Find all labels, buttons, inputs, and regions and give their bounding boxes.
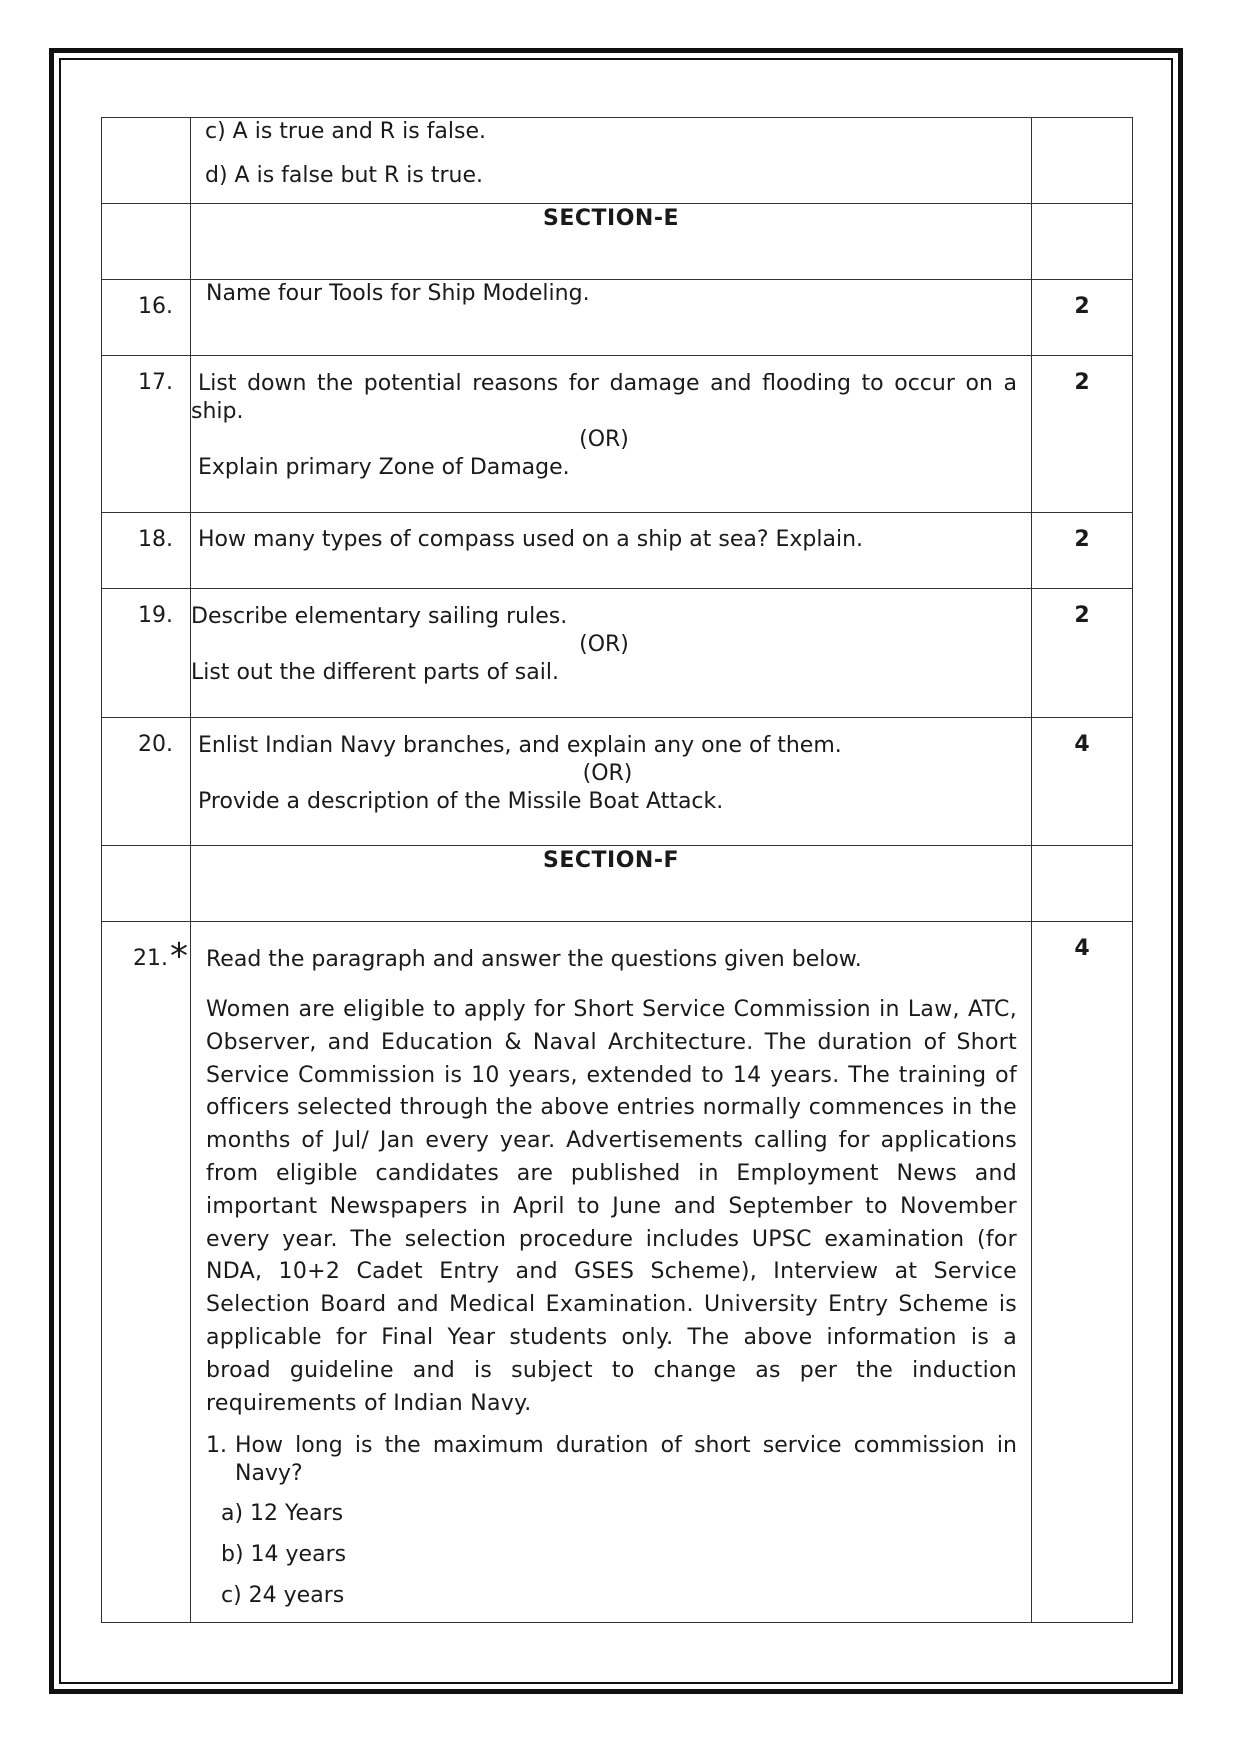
or-label: (OR) xyxy=(582,761,633,786)
table-row-q16 xyxy=(102,280,1133,356)
passage-paragraph: Women are eligible to apply for Short Service Commission in Law, ATC, Observer, and Education & Naval Architecture. The duration of Short Service Commission is 10 years, extended to 14 years. The training of officers selected through the above entries normally commences in the months of Jul/ Jan every year. Advertisements calling for applications from eligible candidates are published in Employment News and important Newspapers in April to June and September to November every year. The selection procedure includes UPSC examination (for NDA, 10+2 Cadet Entry and GSES Scheme), Interview at Service Selection Board and Medical Examination. University Entry Scheme is applicable for Final Year students only. The above information is a broad guideline and is subject to change as per the induction requirements of Indian Navy. xyxy=(206,997,1017,1416)
option-c: c) A is true and R is false. xyxy=(205,119,486,144)
or-label: (OR) xyxy=(579,632,629,657)
question-number: 16. xyxy=(102,280,191,356)
table-row-q19 xyxy=(102,589,1133,718)
table-row-q18 xyxy=(102,513,1133,589)
question-intro: Read the paragraph and answer the questions given below. xyxy=(206,947,862,972)
section-f-heading: SECTION-F xyxy=(191,846,1032,922)
question-text: Name four Tools for Ship Modeling. xyxy=(191,280,1032,356)
question-number: 18. xyxy=(102,513,191,589)
sub-question-text: How long is the maximum duration of short service commission in Navy? xyxy=(235,1433,1017,1487)
question-number: 17. xyxy=(102,356,191,513)
question-text: Enlist Indian Navy branches, and explain any one of them. xyxy=(198,733,842,758)
option-c: c) 24 years xyxy=(221,1583,345,1609)
or-label: (OR) xyxy=(579,427,629,452)
table-row-section-e xyxy=(102,204,1133,280)
question-text: How many types of compass used on a ship at sea? Explain. xyxy=(191,513,1032,589)
sub-question-1 xyxy=(206,1432,1017,1488)
option-d: d) A is false but R is true. xyxy=(205,163,483,188)
question-marks: 2 xyxy=(1032,356,1133,513)
table-row-q20 xyxy=(102,718,1133,846)
table-row-prev-options xyxy=(102,118,1133,204)
option-b: b) 14 years xyxy=(221,1542,347,1568)
sub-question-number: 1. xyxy=(206,1433,227,1459)
question-number: 20. xyxy=(102,718,191,846)
question-table xyxy=(101,117,1133,1623)
question-text-alt: Provide a description of the Missile Boat Attack. xyxy=(198,789,724,814)
question-marks: 4 xyxy=(1032,922,1133,1623)
question-marks: 2 xyxy=(1032,589,1133,718)
option-a: a) 12 Years xyxy=(221,1501,344,1527)
question-text: List down the potential reasons for damage and flooding to occur on a ship. xyxy=(191,371,1017,424)
question-text: Describe elementary sailing rules. xyxy=(191,604,568,629)
question-marks: 2 xyxy=(1032,513,1133,589)
question-marks: 2 xyxy=(1032,280,1133,356)
table-row-section-f xyxy=(102,846,1133,922)
asterisk-icon: * xyxy=(170,936,188,977)
question-number: 19. xyxy=(102,589,191,718)
table-row-q17 xyxy=(102,356,1133,513)
table-row-q21 xyxy=(102,922,1133,1623)
question-marks: 4 xyxy=(1032,718,1133,846)
question-number: 21. xyxy=(133,946,168,971)
question-text-alt: List out the different parts of sail. xyxy=(191,660,559,685)
question-text-alt: Explain primary Zone of Damage. xyxy=(198,455,570,480)
section-e-heading: SECTION-E xyxy=(191,204,1032,280)
